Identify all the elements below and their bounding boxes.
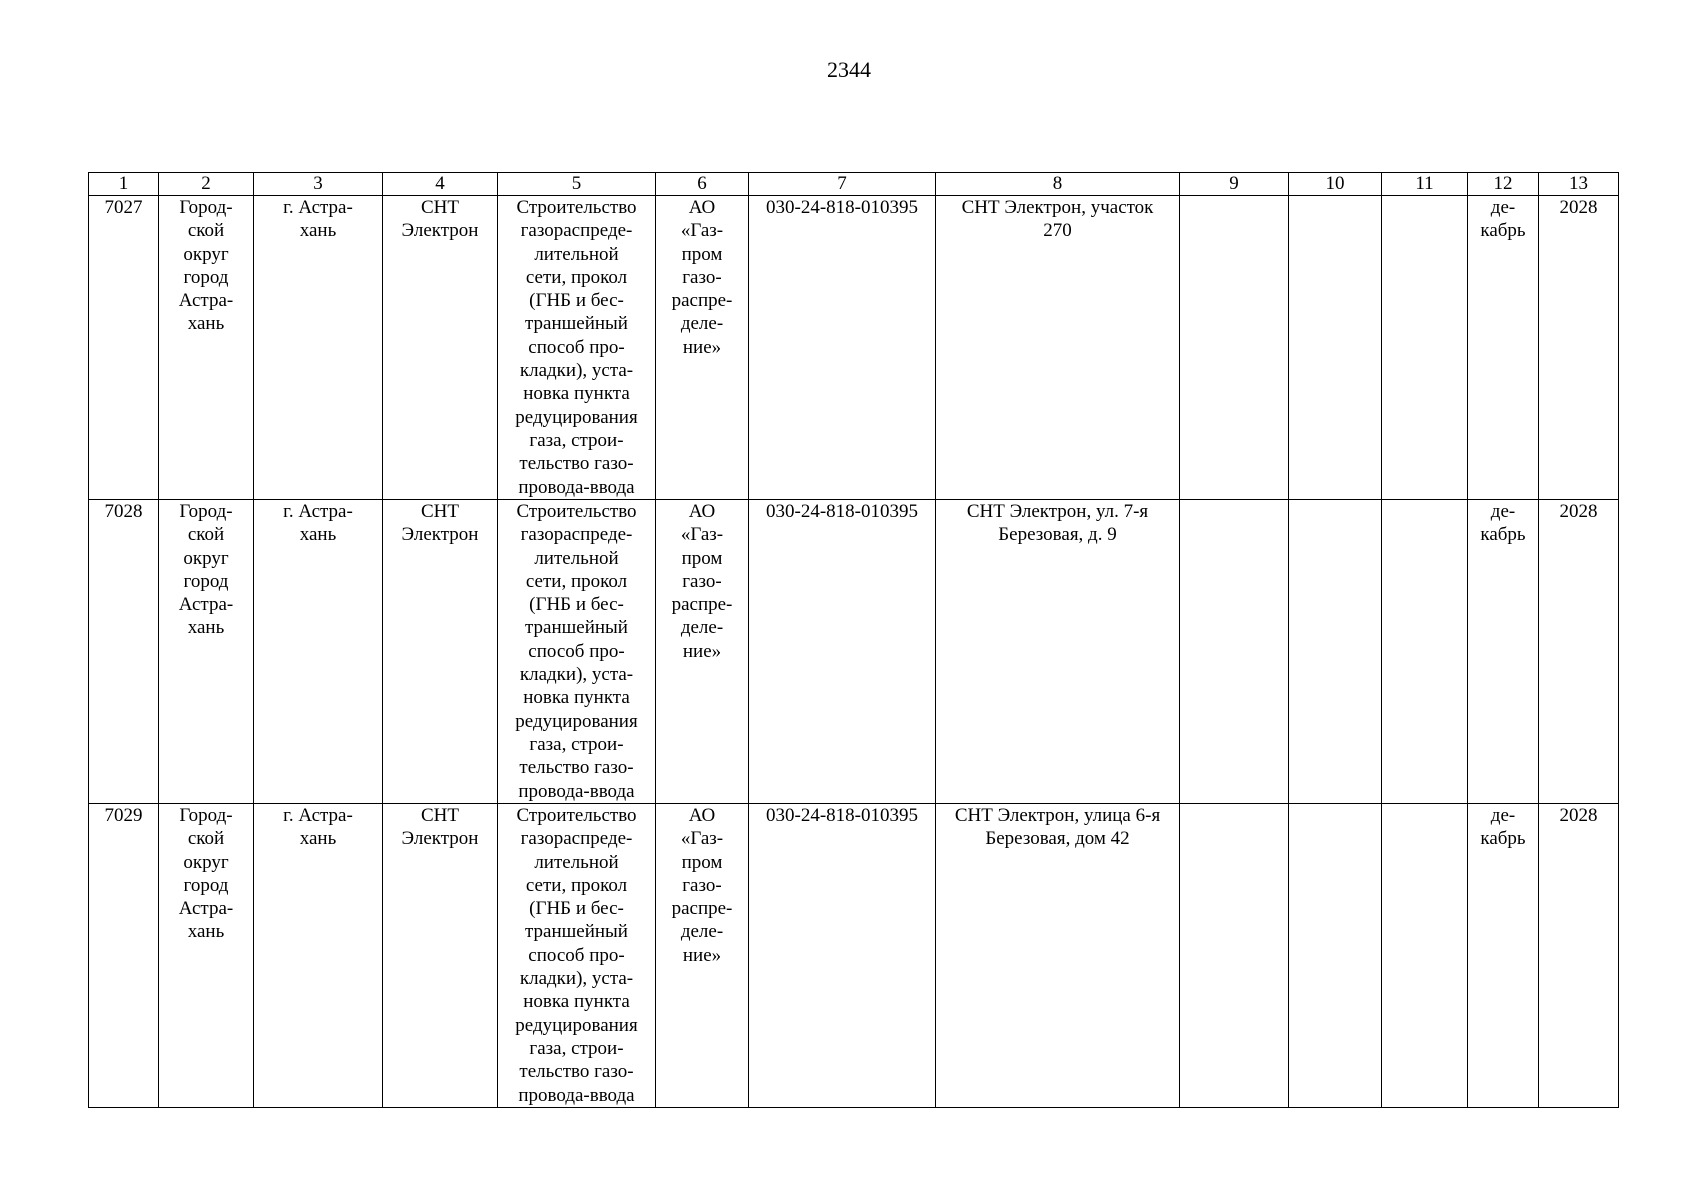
row-number-cell: 7028 <box>89 500 159 804</box>
column-11-cell <box>1382 196 1468 500</box>
code-cell: 030-24-818-010395 <box>749 804 936 1108</box>
municipality-cell: Город- ской округ город Астра- хань <box>159 196 254 500</box>
column-header: 7 <box>749 173 936 196</box>
organization-cell: АО «Газ- пром газо- распре- деле- ние» <box>656 804 749 1108</box>
column-header: 1 <box>89 173 159 196</box>
table-row <box>89 196 1619 500</box>
work-description-cell: Строительство газораспреде- лительной сети, прокол (ГНБ и бес- траншейный способ про- кладки), уста- новка пункта редуцирования газа, строи- тельство газо- провода-ввода <box>498 804 656 1108</box>
work-description-cell: Строительство газораспреде- лительной сети, прокол (ГНБ и бес- траншейный способ про- кладки), уста- новка пункта редуцирования газа, строи- тельство газо- провода-ввода <box>498 500 656 804</box>
year-cell: 2028 <box>1539 804 1619 1108</box>
row-number-cell: 7029 <box>89 804 159 1108</box>
column-10-cell <box>1289 196 1382 500</box>
column-header: 3 <box>254 173 383 196</box>
settlement-cell: г. Астра- хань <box>254 500 383 804</box>
column-11-cell <box>1382 804 1468 1108</box>
column-header: 11 <box>1382 173 1468 196</box>
column-header: 6 <box>656 173 749 196</box>
address-cell: СНТ Электрон, участок 270 <box>936 196 1180 500</box>
column-header: 8 <box>936 173 1180 196</box>
object-cell: СНТ Электрон <box>383 196 498 500</box>
column-header: 9 <box>1180 173 1289 196</box>
column-header: 12 <box>1468 173 1539 196</box>
municipality-cell: Город- ской округ город Астра- хань <box>159 500 254 804</box>
code-cell: 030-24-818-010395 <box>749 500 936 804</box>
settlement-cell: г. Астра- хань <box>254 804 383 1108</box>
address-cell: СНТ Электрон, улица 6-я Березовая, дом 42 <box>936 804 1180 1108</box>
column-header: 5 <box>498 173 656 196</box>
work-description-cell: Строительство газораспреде- лительной сети, прокол (ГНБ и бес- траншейный способ про- кладки), уста- новка пункта редуцирования газа, строи- тельство газо- провода-ввода <box>498 196 656 500</box>
column-header: 2 <box>159 173 254 196</box>
column-11-cell <box>1382 500 1468 804</box>
column-10-cell <box>1289 804 1382 1108</box>
month-cell: де- кабрь <box>1468 804 1539 1108</box>
column-9-cell <box>1180 196 1289 500</box>
register-table <box>88 172 1619 1108</box>
page-number: 2344 <box>827 57 871 82</box>
column-10-cell <box>1289 500 1382 804</box>
table-row <box>89 500 1619 804</box>
object-cell: СНТ Электрон <box>383 500 498 804</box>
settlement-cell: г. Астра- хань <box>254 196 383 500</box>
column-9-cell <box>1180 500 1289 804</box>
address-cell: СНТ Электрон, ул. 7-я Березовая, д. 9 <box>936 500 1180 804</box>
column-header: 13 <box>1539 173 1619 196</box>
year-cell: 2028 <box>1539 196 1619 500</box>
month-cell: де- кабрь <box>1468 196 1539 500</box>
column-header: 4 <box>383 173 498 196</box>
municipality-cell: Город- ской округ город Астра- хань <box>159 804 254 1108</box>
month-cell: де- кабрь <box>1468 500 1539 804</box>
organization-cell: АО «Газ- пром газо- распре- деле- ние» <box>656 196 749 500</box>
year-cell: 2028 <box>1539 500 1619 804</box>
object-cell: СНТ Электрон <box>383 804 498 1108</box>
code-cell: 030-24-818-010395 <box>749 196 936 500</box>
column-header: 10 <box>1289 173 1382 196</box>
column-9-cell <box>1180 804 1289 1108</box>
column-number-row <box>89 173 1619 196</box>
organization-cell: АО «Газ- пром газо- распре- деле- ние» <box>656 500 749 804</box>
row-number-cell: 7027 <box>89 196 159 500</box>
table-row <box>89 804 1619 1108</box>
